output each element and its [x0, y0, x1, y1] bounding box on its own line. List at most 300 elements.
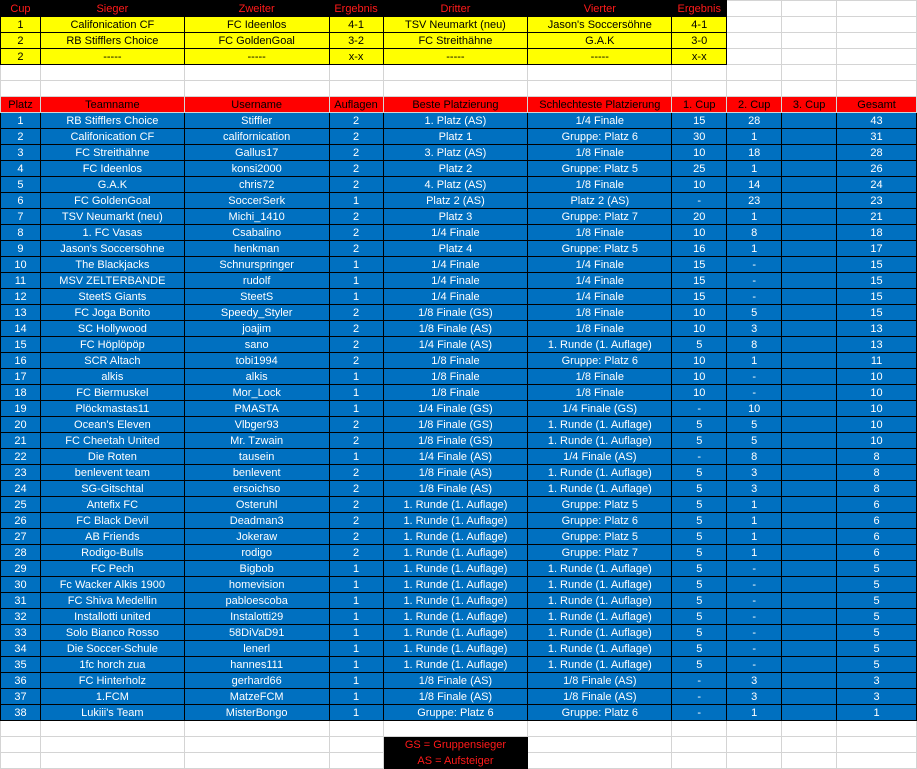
cell[interactable]: FC Biermuskel — [40, 385, 184, 401]
cell[interactable]: Gruppe: Platz 6 — [528, 353, 672, 369]
cell[interactable]: 8 — [727, 449, 782, 465]
cell[interactable]: tausein — [184, 449, 329, 465]
cell[interactable]: 6 — [837, 497, 917, 513]
cell[interactable] — [782, 401, 837, 417]
cell[interactable]: - — [727, 257, 782, 273]
cell[interactable] — [782, 337, 837, 353]
cell[interactable]: 31 — [1, 593, 41, 609]
cell[interactable] — [329, 81, 383, 97]
cell[interactable]: 20 — [672, 209, 727, 225]
cell[interactable] — [727, 65, 782, 81]
cell[interactable]: - — [727, 289, 782, 305]
cell[interactable]: SG-Gitschtal — [40, 481, 184, 497]
cell[interactable]: Antefix FC — [40, 497, 184, 513]
cell[interactable]: Installotti united — [40, 609, 184, 625]
cell[interactable]: 2 — [329, 353, 383, 369]
cell[interactable]: Schnurspringer — [184, 257, 329, 273]
cell[interactable] — [782, 641, 837, 657]
cell[interactable]: Jason's Soccersöhne — [40, 241, 184, 257]
cell[interactable]: 2 — [329, 225, 383, 241]
cell[interactable]: SC Hollywood — [40, 321, 184, 337]
cell[interactable]: 34 — [1, 641, 41, 657]
cell[interactable]: 43 — [837, 113, 917, 129]
cell[interactable]: 1 — [727, 545, 782, 561]
cell[interactable]: 1fc horch zua — [40, 657, 184, 673]
cell[interactable]: 1/4 Finale (AS) — [383, 337, 528, 353]
cell[interactable]: Platz 2 (AS) — [383, 193, 528, 209]
cell[interactable]: 2 — [329, 497, 383, 513]
cell[interactable]: 3. Platz (AS) — [383, 145, 528, 161]
cell[interactable]: 1. Runde (1. Auflage) — [528, 609, 672, 625]
cell[interactable]: 32 — [1, 609, 41, 625]
cell[interactable]: 1 — [329, 673, 383, 689]
cell[interactable]: 1 — [329, 593, 383, 609]
cell[interactable]: 11 — [837, 353, 917, 369]
cell[interactable] — [184, 721, 329, 737]
cell[interactable]: 5 — [672, 417, 727, 433]
cell[interactable]: 20 — [1, 417, 41, 433]
cell[interactable]: Jokeraw — [184, 529, 329, 545]
cell[interactable]: MSV ZELTERBANDE — [40, 273, 184, 289]
cell[interactable]: - — [727, 577, 782, 593]
cell[interactable]: 22 — [1, 449, 41, 465]
cell[interactable]: FC Höplöpöp — [40, 337, 184, 353]
cell[interactable]: rodigo — [184, 545, 329, 561]
cell[interactable]: 1/8 Finale — [528, 321, 672, 337]
cell[interactable]: 1/4 Finale — [383, 289, 528, 305]
cell[interactable]: 2 — [329, 129, 383, 145]
cell[interactable]: 2 — [329, 337, 383, 353]
cell[interactable]: 1/8 Finale — [383, 385, 528, 401]
cell[interactable]: 1 — [329, 401, 383, 417]
cell[interactable]: 37 — [1, 689, 41, 705]
cell[interactable]: 1/8 Finale (AS) — [528, 673, 672, 689]
cell[interactable]: 1/8 Finale (AS) — [383, 465, 528, 481]
cell[interactable]: Platz 2 (AS) — [528, 193, 672, 209]
cell[interactable]: 10 — [672, 305, 727, 321]
cell[interactable]: 1/8 Finale — [528, 145, 672, 161]
cell[interactable]: 2 — [329, 161, 383, 177]
cell[interactable]: 1 — [727, 513, 782, 529]
cell[interactable] — [782, 257, 837, 273]
cell[interactable]: 1.FCM — [40, 689, 184, 705]
cell[interactable]: Califonication CF — [40, 129, 184, 145]
cell[interactable]: - — [672, 193, 727, 209]
cell[interactable]: Stiffler — [184, 113, 329, 129]
cell[interactable]: 1. Runde (1. Auflage) — [383, 529, 528, 545]
cell[interactable]: konsi2000 — [184, 161, 329, 177]
cell[interactable]: FC GoldenGoal — [184, 33, 329, 49]
cell[interactable]: ----- — [40, 49, 184, 65]
cell[interactable]: 58DiVaD91 — [184, 625, 329, 641]
cell[interactable]: 4 — [1, 161, 41, 177]
cell[interactable]: 1 — [329, 369, 383, 385]
cell[interactable] — [782, 433, 837, 449]
cell[interactable]: 5 — [727, 433, 782, 449]
cell[interactable]: 19 — [1, 401, 41, 417]
cell[interactable]: Ergebnis — [672, 1, 727, 17]
cell[interactable]: Gruppe: Platz 6 — [528, 129, 672, 145]
cell[interactable]: 3 — [1, 145, 41, 161]
cell[interactable]: 15 — [837, 289, 917, 305]
cell[interactable] — [782, 689, 837, 705]
cell[interactable]: 1/8 Finale (AS) — [383, 673, 528, 689]
cell[interactable]: 1/8 Finale — [528, 305, 672, 321]
cell[interactable]: 1/8 Finale (GS) — [383, 417, 528, 433]
cell[interactable] — [782, 161, 837, 177]
cell[interactable]: Platz 2 — [383, 161, 528, 177]
cell[interactable]: 26 — [837, 161, 917, 177]
cell[interactable]: 1. Runde (1. Auflage) — [528, 641, 672, 657]
cell[interactable]: - — [727, 657, 782, 673]
cell[interactable]: 2. Cup — [727, 97, 782, 113]
cell[interactable]: Die Roten — [40, 449, 184, 465]
cell[interactable]: Platz 1 — [383, 129, 528, 145]
cell[interactable]: FC Streithähne — [383, 33, 528, 49]
cell[interactable] — [782, 353, 837, 369]
cell[interactable]: 10 — [672, 225, 727, 241]
cell[interactable]: 5 — [837, 625, 917, 641]
cell[interactable]: 2 — [329, 321, 383, 337]
cell[interactable]: 1 — [329, 385, 383, 401]
cell[interactable] — [184, 81, 329, 97]
cell[interactable]: Csabalino — [184, 225, 329, 241]
cell[interactable]: 6 — [1, 193, 41, 209]
cell[interactable]: ersoichso — [184, 481, 329, 497]
cell[interactable] — [782, 609, 837, 625]
cell[interactable] — [727, 17, 782, 33]
cell[interactable]: 10 — [672, 321, 727, 337]
cell[interactable]: 25 — [1, 497, 41, 513]
cell[interactable]: 13 — [1, 305, 41, 321]
cell[interactable] — [782, 177, 837, 193]
cell[interactable]: 15 — [837, 273, 917, 289]
cell[interactable]: 10 — [672, 177, 727, 193]
cell[interactable]: 1/8 Finale (AS) — [383, 321, 528, 337]
cell[interactable]: 5 — [672, 609, 727, 625]
cell[interactable]: 13 — [837, 321, 917, 337]
cell[interactable]: Beste Platzierung — [383, 97, 528, 113]
cell[interactable]: AB Friends — [40, 529, 184, 545]
cell[interactable]: FC Black Devil — [40, 513, 184, 529]
cell[interactable]: 38 — [1, 705, 41, 721]
cell[interactable]: Platz 4 — [383, 241, 528, 257]
cell[interactable] — [782, 753, 837, 769]
cell[interactable]: 1/8 Finale — [383, 353, 528, 369]
cell[interactable] — [782, 673, 837, 689]
cell[interactable]: - — [727, 369, 782, 385]
cell[interactable]: 1. Runde (1. Auflage) — [528, 465, 672, 481]
cell[interactable]: G.A.K — [40, 177, 184, 193]
cell[interactable]: 1/8 Finale (AS) — [383, 481, 528, 497]
cell[interactable] — [782, 209, 837, 225]
cell[interactable]: 1/4 Finale — [383, 273, 528, 289]
cell[interactable]: Gruppe: Platz 5 — [528, 497, 672, 513]
cell[interactable]: 18 — [837, 225, 917, 241]
cell[interactable]: 5 — [672, 465, 727, 481]
cell[interactable]: 1 — [727, 705, 782, 721]
cell[interactable]: TSV Neumarkt (neu) — [40, 209, 184, 225]
cell[interactable]: 5 — [837, 609, 917, 625]
cell[interactable]: - — [672, 449, 727, 465]
cell[interactable]: 6 — [837, 529, 917, 545]
cell[interactable] — [727, 737, 782, 753]
cell[interactable]: 3-0 — [672, 33, 727, 49]
cell[interactable]: 1. Runde (1. Auflage) — [383, 625, 528, 641]
cell[interactable] — [782, 369, 837, 385]
cell[interactable] — [1, 737, 41, 753]
cell[interactable] — [782, 449, 837, 465]
cell[interactable]: ----- — [184, 49, 329, 65]
cell[interactable]: Schlechteste Platzierung — [528, 97, 672, 113]
cell[interactable]: 1. Runde (1. Auflage) — [528, 657, 672, 673]
cell[interactable]: 1. Runde (1. Auflage) — [383, 577, 528, 593]
cell[interactable] — [727, 33, 782, 49]
cell[interactable]: Gruppe: Platz 6 — [528, 513, 672, 529]
cell[interactable]: Solo Bianco Rosso — [40, 625, 184, 641]
cell[interactable]: 1 — [329, 193, 383, 209]
cell[interactable]: 6 — [837, 545, 917, 561]
cell[interactable]: 8 — [837, 481, 917, 497]
cell[interactable]: Jason's Soccersöhne — [528, 17, 672, 33]
cell[interactable]: 24 — [837, 177, 917, 193]
cell[interactable]: 2 — [329, 177, 383, 193]
cell[interactable]: Instalotti29 — [184, 609, 329, 625]
cell[interactable] — [782, 289, 837, 305]
cell[interactable]: 15 — [837, 257, 917, 273]
cell[interactable] — [528, 721, 672, 737]
cell[interactable]: 1/8 Finale — [383, 369, 528, 385]
cell[interactable] — [782, 113, 837, 129]
cell[interactable]: hannes111 — [184, 657, 329, 673]
cell[interactable]: 2 — [329, 113, 383, 129]
cell[interactable]: 10 — [837, 369, 917, 385]
cell[interactable]: 5 — [837, 577, 917, 593]
cell[interactable]: 1 — [329, 641, 383, 657]
cell[interactable]: 1. Runde (1. Auflage) — [383, 561, 528, 577]
cell[interactable]: x-x — [672, 49, 727, 65]
cell[interactable]: - — [672, 689, 727, 705]
cell[interactable]: 33 — [1, 625, 41, 641]
cell[interactable] — [40, 65, 184, 81]
cell[interactable] — [782, 241, 837, 257]
cell[interactable]: 18 — [727, 145, 782, 161]
cell[interactable] — [329, 753, 383, 769]
cell[interactable]: 1. Runde (1. Auflage) — [528, 433, 672, 449]
cell[interactable]: 5 — [672, 561, 727, 577]
cell[interactable]: Gruppe: Platz 6 — [528, 705, 672, 721]
cell[interactable]: 1 — [329, 609, 383, 625]
cell[interactable] — [782, 721, 837, 737]
cell[interactable]: 30 — [672, 129, 727, 145]
cell[interactable]: 36 — [1, 673, 41, 689]
cell[interactable]: 28 — [837, 145, 917, 161]
cell[interactable] — [329, 721, 383, 737]
cell[interactable]: 10 — [672, 385, 727, 401]
cell[interactable]: 15 — [672, 113, 727, 129]
cell[interactable]: Gruppe: Platz 7 — [528, 209, 672, 225]
cell[interactable]: 18 — [1, 385, 41, 401]
cell[interactable]: 1/8 Finale — [528, 369, 672, 385]
cell[interactable]: 5 — [672, 337, 727, 353]
cell[interactable]: FC Hinterholz — [40, 673, 184, 689]
cell[interactable]: Ergebnis — [329, 1, 383, 17]
cell[interactable]: Speedy_Styler — [184, 305, 329, 321]
cell[interactable]: 1 — [727, 497, 782, 513]
cell[interactable] — [782, 625, 837, 641]
cell[interactable]: 1. FC Vasas — [40, 225, 184, 241]
cell[interactable]: sano — [184, 337, 329, 353]
cell[interactable]: 21 — [1, 433, 41, 449]
cell[interactable]: 1. Runde (1. Auflage) — [528, 577, 672, 593]
cell[interactable]: 3-2 — [329, 33, 383, 49]
cell[interactable]: - — [672, 705, 727, 721]
cell[interactable] — [672, 81, 727, 97]
cell[interactable]: 2 — [329, 209, 383, 225]
cell[interactable]: 1 — [1, 113, 41, 129]
cell[interactable]: 1 — [727, 529, 782, 545]
cell[interactable]: - — [672, 401, 727, 417]
cell[interactable]: 10 — [672, 145, 727, 161]
cell[interactable]: 1 — [329, 257, 383, 273]
cell[interactable]: 5 — [672, 481, 727, 497]
cell[interactable]: 9 — [1, 241, 41, 257]
cell[interactable]: 2 — [329, 433, 383, 449]
cell[interactable] — [782, 705, 837, 721]
cell[interactable]: 2 — [1, 129, 41, 145]
cell[interactable]: 1/4 Finale — [528, 289, 672, 305]
cell[interactable]: Osteruhl — [184, 497, 329, 513]
cell[interactable]: x-x — [329, 49, 383, 65]
cell[interactable]: 6 — [837, 513, 917, 529]
cell[interactable] — [383, 721, 528, 737]
cell[interactable]: Gruppe: Platz 5 — [528, 161, 672, 177]
cell[interactable]: pabloescoba — [184, 593, 329, 609]
cell[interactable]: 1. Runde (1. Auflage) — [528, 481, 672, 497]
cell[interactable] — [782, 17, 837, 33]
cell[interactable]: 24 — [1, 481, 41, 497]
cell[interactable]: 15 — [672, 289, 727, 305]
cell[interactable]: 23 — [837, 193, 917, 209]
cell[interactable]: 1/8 Finale (GS) — [383, 433, 528, 449]
cell[interactable]: Rodigo-Bulls — [40, 545, 184, 561]
cell[interactable]: homevision — [184, 577, 329, 593]
cell[interactable]: 30 — [1, 577, 41, 593]
cell[interactable] — [672, 753, 727, 769]
cell[interactable]: 10 — [1, 257, 41, 273]
cell[interactable]: 1 — [329, 625, 383, 641]
cell[interactable]: 3. Cup — [782, 97, 837, 113]
cell[interactable]: 3 — [727, 689, 782, 705]
cell[interactable]: 1. Runde (1. Auflage) — [528, 561, 672, 577]
cell[interactable]: 1 — [329, 449, 383, 465]
cell[interactable] — [727, 81, 782, 97]
cell[interactable] — [782, 145, 837, 161]
cell[interactable] — [782, 49, 837, 65]
cell[interactable]: 2 — [329, 241, 383, 257]
cell[interactable]: - — [727, 641, 782, 657]
cell[interactable]: 2 — [329, 529, 383, 545]
cell[interactable]: 17 — [1, 369, 41, 385]
cell[interactable]: 1/8 Finale — [528, 177, 672, 193]
cell[interactable]: - — [727, 561, 782, 577]
cell[interactable]: FC Pech — [40, 561, 184, 577]
cell[interactable]: 28 — [1, 545, 41, 561]
cell[interactable]: Sieger — [40, 1, 184, 17]
cell[interactable] — [528, 753, 672, 769]
cell[interactable] — [40, 81, 184, 97]
cell[interactable]: 1/4 Finale (AS) — [383, 449, 528, 465]
cell[interactable]: 5 — [672, 625, 727, 641]
cell[interactable] — [837, 33, 917, 49]
cell[interactable]: 1/4 Finale — [528, 273, 672, 289]
cell[interactable]: 1/4 Finale (AS) — [528, 449, 672, 465]
cell[interactable]: Gallus17 — [184, 145, 329, 161]
cell[interactable]: 26 — [1, 513, 41, 529]
cell[interactable]: Platz 3 — [383, 209, 528, 225]
cell[interactable]: Username — [184, 97, 329, 113]
cell[interactable] — [782, 737, 837, 753]
cell[interactable]: Mr. Tzwain — [184, 433, 329, 449]
cell[interactable]: 2 — [329, 513, 383, 529]
cell[interactable]: lenerl — [184, 641, 329, 657]
cell[interactable] — [837, 721, 917, 737]
cell[interactable] — [383, 65, 528, 81]
cell[interactable] — [782, 65, 837, 81]
cell[interactable] — [782, 577, 837, 593]
cell[interactable]: 1 — [727, 241, 782, 257]
cell[interactable]: 1 — [329, 289, 383, 305]
cell[interactable]: Vlbger93 — [184, 417, 329, 433]
cell[interactable]: californication — [184, 129, 329, 145]
cell[interactable]: FC Joga Bonito — [40, 305, 184, 321]
cell[interactable]: 3 — [727, 481, 782, 497]
cell[interactable]: henkman — [184, 241, 329, 257]
cell[interactable] — [528, 65, 672, 81]
cell[interactable]: Platz — [1, 97, 41, 113]
cell[interactable]: 1/8 Finale (AS) — [528, 689, 672, 705]
cell[interactable] — [782, 321, 837, 337]
cell[interactable]: PMASTA — [184, 401, 329, 417]
cell[interactable]: 1 — [1, 17, 41, 33]
cell[interactable]: 5 — [672, 545, 727, 561]
cell[interactable]: Mor_Lock — [184, 385, 329, 401]
cell[interactable]: 1/4 Finale — [528, 113, 672, 129]
cell[interactable]: 1/4 Finale (GS) — [528, 401, 672, 417]
cell[interactable]: 5 — [672, 577, 727, 593]
cell[interactable]: Vierter — [528, 1, 672, 17]
cell[interactable] — [837, 17, 917, 33]
cell[interactable]: 1 — [329, 577, 383, 593]
cell[interactable]: 10 — [837, 385, 917, 401]
cell[interactable]: 5 — [672, 641, 727, 657]
cell[interactable]: SCR Altach — [40, 353, 184, 369]
cell[interactable]: Plöckmastas11 — [40, 401, 184, 417]
cell[interactable]: FC Shiva Medellin — [40, 593, 184, 609]
cell[interactable]: - — [727, 273, 782, 289]
cell[interactable] — [782, 561, 837, 577]
cell[interactable]: 14 — [1, 321, 41, 337]
cell[interactable]: 1 — [329, 657, 383, 673]
cell[interactable]: 3 — [727, 465, 782, 481]
cell[interactable]: ----- — [383, 49, 528, 65]
cell[interactable]: FC Ideenlos — [40, 161, 184, 177]
cell[interactable]: 5 — [727, 417, 782, 433]
cell[interactable]: Dritter — [383, 1, 528, 17]
cell[interactable]: Gruppe: Platz 5 — [528, 529, 672, 545]
cell[interactable] — [40, 721, 184, 737]
cell[interactable]: 1. Runde (1. Auflage) — [383, 513, 528, 529]
